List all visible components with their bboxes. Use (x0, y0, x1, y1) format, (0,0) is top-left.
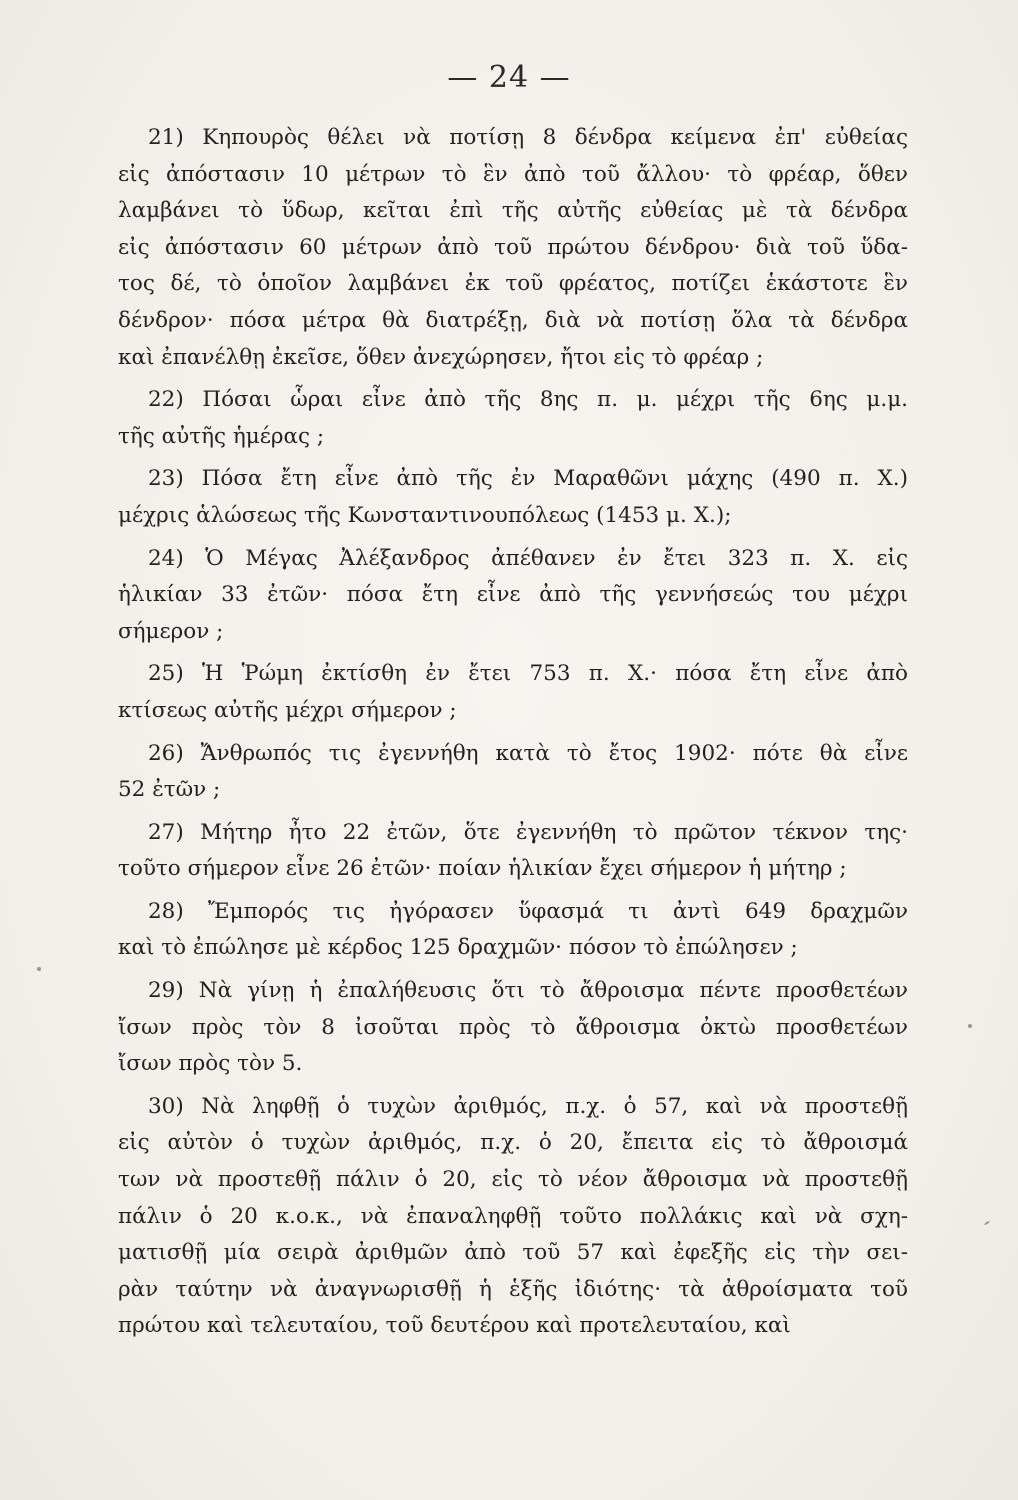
problem-28 (118, 894, 908, 967)
text-line: καὶ ἐπανέλθῃ ἐκεῖσε, ὅθεν ἀνεχώρησεν, ἤτοι εἰς τὸ φρέαρ ; (118, 344, 764, 370)
page-number: — 24 — (447, 60, 571, 95)
problem-24 (118, 541, 908, 651)
text-line: 29) Νὰ γίνῃ ἡ ἐπαλήθευσις ὅτι τὸ ἄθροισμα πέντε προσθετέων (148, 978, 908, 1004)
text-line: ἴσων πρὸς τὸν 5. (118, 1051, 303, 1077)
text-line: 22) Πόσαι ὧραι εἶνε ἀπὸ τῆς 8ης π. μ. μέχρι τῆς 6ης μ.μ. (148, 387, 908, 413)
text-line: 24) Ὁ Μέγας Ἀλέξανδρος ἀπέθανεν ἐν ἔτει 323 π. Χ. εἰς (148, 545, 908, 571)
text-line: 25) Ἡ Ῥώμη ἐκτίσθη ἐν ἔτει 753 π. Χ.· πόσα ἔτη εἶνε ἀπὸ (148, 661, 908, 687)
text-line: τος δέ, τὸ ὁποῖον λαμβάνει ἐκ τοῦ φρέατος, ποτίζει ἑκάστοτε ἓν (118, 271, 908, 297)
problem-22 (118, 382, 908, 455)
text-line: των νὰ προστεθῇ πάλιν ὁ 20, εἰς τὸ νέον ἄθροισμα νὰ προστεθῇ (118, 1167, 908, 1193)
text-line: σήμερον ; (118, 618, 224, 644)
problem-21 (118, 120, 908, 376)
text-line: 26) Ἄνθρωπός τις ἐγεννήθη κατὰ τὸ ἔτος 1902· πότε θὰ εἶνε (148, 740, 908, 766)
paper-speck (984, 1220, 990, 1225)
text-line: ἡλικίαν 33 ἐτῶν· πόσα ἔτη εἶνε ἀπὸ τῆς γεννήσεώς του μέχρι (118, 582, 908, 608)
text-line: τοῦτο σήμερον εἶνε 26 ἐτῶν· ποίαν ἡλικίαν ἔχει σήμερον ἡ μήτηρ ; (118, 856, 847, 882)
text-line: εἰς ἀπόστασιν 60 μέτρων ἀπὸ τοῦ πρώτου δένδρου· διὰ τοῦ ὕδα- (118, 234, 908, 260)
text-line: μέχρις ἁλώσεως τῆς Κωνσταντινουπόλεως (1453 μ. Χ.); (118, 502, 732, 528)
problem-23 (118, 461, 908, 534)
text-line: δένδρον· πόσα μέτρα θὰ διατρέξῃ, διὰ νὰ ποτίσῃ ὅλα τὰ δένδρα (118, 307, 908, 333)
paper-speck (37, 967, 41, 971)
text-line: πρώτου καὶ τελευταίου, τοῦ δευτέρου καὶ προτελευταίου, καὶ (118, 1313, 791, 1339)
problem-25 (118, 656, 908, 729)
text-line: εἰς ἀπόστασιν 10 μέτρων τὸ ἓν ἀπὸ τοῦ ἄλλου· τὸ φρέαρ, ὅθεν (118, 161, 908, 187)
problem-27 (118, 815, 908, 888)
problem-30 (118, 1089, 908, 1345)
text-line: 52 ἐτῶν ; (118, 777, 221, 803)
text-line: ρὰν ταύτην νὰ ἀναγνωρισθῇ ἡ ἑξῆς ἰδιότης· τὰ ἀθροίσματα τοῦ (118, 1276, 908, 1302)
text-line: 30) Νὰ ληφθῇ ὁ τυχὼν ἀριθμός, π.χ. ὁ 57, καὶ νὰ προστεθῇ (148, 1093, 908, 1119)
text-line: ἴσων πρὸς τὸν 8 ἰσοῦται πρὸς τὸ ἄθροισμα ὀκτὼ προσθετέων (118, 1014, 908, 1040)
text-line: πάλιν ὁ 20 κ.ο.κ., νὰ ἐπαναληφθῇ τοῦτο πολλάκις καὶ νὰ σχη- (118, 1203, 908, 1229)
text-line: εἰς αὐτὸν ὁ τυχὼν ἀριθμός, π.χ. ὁ 20, ἔπειτα εἰς τὸ ἄθροισμά (118, 1130, 908, 1156)
text-line: 21) Κηπουρὸς θέλει νὰ ποτίσῃ 8 δένδρα κείμενα ἐπ' εὐθείας (148, 125, 908, 150)
text-line: ματισθῇ μία σειρὰ ἀριθμῶν ἀπὸ τοῦ 57 καὶ ἐφεξῆς εἰς τὴν σει- (118, 1240, 908, 1266)
paper-speck (968, 1024, 972, 1028)
text-line: τῆς αὐτῆς ἡμέρας ; (118, 423, 325, 449)
text-line: καὶ τὸ ἐπώλησε μὲ κέρδος 125 δραχμῶν· πόσον τὸ ἐπώλησεν ; (118, 935, 798, 961)
text-line: 23) Πόσα ἔτη εἶνε ἀπὸ τῆς ἐν Μαραθῶνι μάχης (490 π. Χ.) (148, 466, 908, 492)
text-line: λαμβάνει τὸ ὕδωρ, κεῖται ἐπὶ τῆς αὐτῆς εὐθείας μὲ τὰ δένδρα (118, 198, 908, 224)
problem-26 (118, 736, 908, 809)
text-line: κτίσεως αὐτῆς μέχρι σήμερον ; (118, 697, 457, 723)
text-line: 27) Μήτηρ ἦτο 22 ἐτῶν, ὅτε ἐγεννήθη τὸ πρῶτον τέκνον της· (148, 819, 908, 845)
problems-text (118, 120, 908, 1351)
problem-29 (118, 973, 908, 1083)
text-line: 28) Ἔμπορός τις ἠγόρασεν ὕφασμά τι ἀντὶ 649 δραχμῶν (148, 898, 908, 924)
